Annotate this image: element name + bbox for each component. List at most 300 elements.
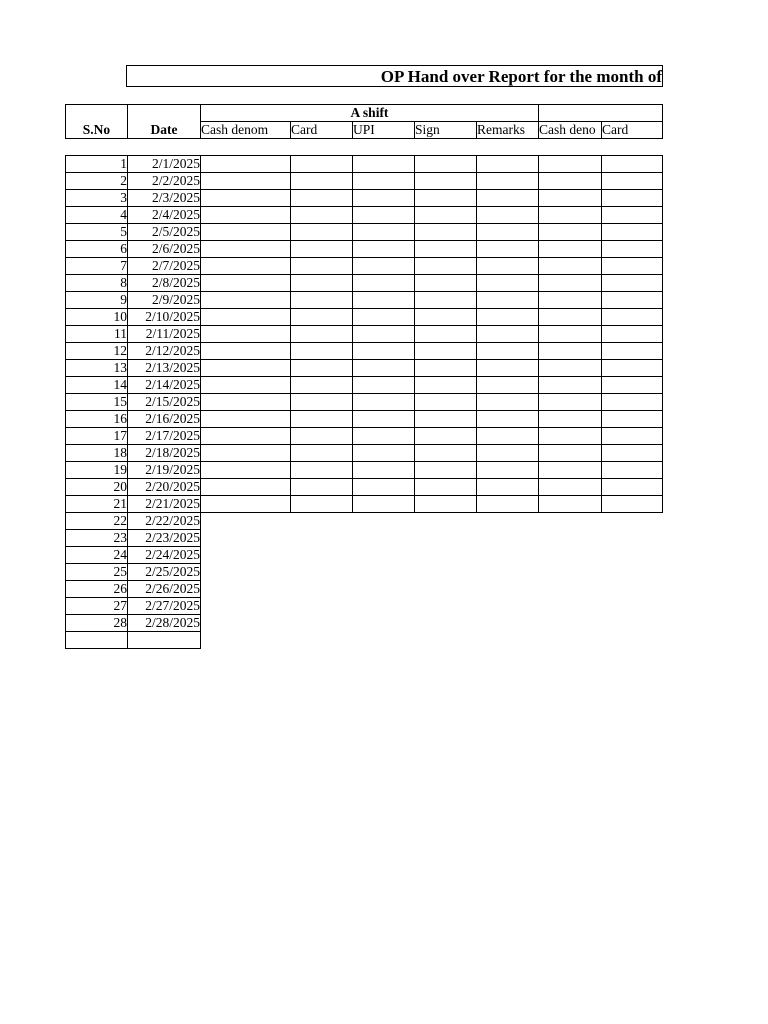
- entry-cell[interactable]: [201, 343, 291, 360]
- entry-cell[interactable]: [539, 224, 602, 241]
- entry-cell: [602, 564, 663, 581]
- entry-cell[interactable]: [201, 207, 291, 224]
- date-cell: 2/16/2025: [128, 411, 201, 428]
- header-row-2: [66, 122, 663, 139]
- entry-cell[interactable]: [201, 411, 291, 428]
- entry-cell[interactable]: [415, 173, 477, 190]
- entry-cell[interactable]: [539, 156, 602, 173]
- entry-cell[interactable]: [291, 411, 353, 428]
- table-row: [66, 241, 663, 258]
- column-header: Remarks: [477, 122, 539, 139]
- sno-cell: 16: [66, 411, 128, 428]
- sno-cell: 15: [66, 394, 128, 411]
- date-cell: 2/24/2025: [128, 547, 201, 564]
- entry-cell[interactable]: [415, 326, 477, 343]
- date-cell: 2/10/2025: [128, 309, 201, 326]
- entry-cell[interactable]: [291, 275, 353, 292]
- entry-cell[interactable]: [539, 275, 602, 292]
- entry-cell[interactable]: [602, 275, 663, 292]
- column-header: Cash denom: [201, 122, 291, 139]
- table-row: [66, 292, 663, 309]
- entry-cell: [353, 530, 415, 547]
- sno-cell: 1: [66, 156, 128, 173]
- table-row: [66, 411, 663, 428]
- entry-cell[interactable]: [201, 479, 291, 496]
- entry-cell: [291, 598, 353, 615]
- entry-cell[interactable]: [291, 292, 353, 309]
- entry-cell[interactable]: [353, 275, 415, 292]
- entry-cell[interactable]: [477, 445, 539, 462]
- table-body: [66, 105, 663, 649]
- column-header: Cash deno: [539, 122, 602, 139]
- entry-cell[interactable]: [353, 241, 415, 258]
- sno-cell: 24: [66, 547, 128, 564]
- entry-cell[interactable]: [353, 428, 415, 445]
- entry-cell[interactable]: [415, 156, 477, 173]
- entry-cell: [415, 547, 477, 564]
- date-cell: 2/28/2025: [128, 615, 201, 632]
- sno-cell: 11: [66, 326, 128, 343]
- handover-table: [65, 104, 663, 649]
- table-row: [66, 224, 663, 241]
- entry-cell[interactable]: [353, 309, 415, 326]
- entry-cell[interactable]: [539, 394, 602, 411]
- report-title-box: [126, 65, 663, 87]
- entry-cell: [602, 615, 663, 632]
- sno-cell: 17: [66, 428, 128, 445]
- table-row: [66, 462, 663, 479]
- entry-cell[interactable]: [201, 496, 291, 513]
- entry-cell: [201, 564, 291, 581]
- entry-cell[interactable]: [201, 309, 291, 326]
- table-row: [66, 156, 663, 173]
- sno-cell: 9: [66, 292, 128, 309]
- entry-cell[interactable]: [539, 207, 602, 224]
- date-cell: 2/8/2025: [128, 275, 201, 292]
- entry-cell[interactable]: [291, 445, 353, 462]
- entry-cell[interactable]: [201, 156, 291, 173]
- entry-cell: [477, 581, 539, 598]
- entry-cell[interactable]: [539, 360, 602, 377]
- entry-cell: [415, 615, 477, 632]
- entry-cell: [353, 615, 415, 632]
- entry-cell: [602, 547, 663, 564]
- entry-cell[interactable]: [539, 479, 602, 496]
- date-cell: 2/12/2025: [128, 343, 201, 360]
- entry-cell[interactable]: [602, 411, 663, 428]
- entry-cell[interactable]: [477, 394, 539, 411]
- entry-cell[interactable]: [415, 377, 477, 394]
- entry-cell[interactable]: [353, 496, 415, 513]
- entry-cell[interactable]: [353, 173, 415, 190]
- entry-cell[interactable]: [201, 360, 291, 377]
- entry-cell[interactable]: [477, 326, 539, 343]
- entry-cell: [477, 615, 539, 632]
- entry-cell: [602, 581, 663, 598]
- sno-cell: 8: [66, 275, 128, 292]
- entry-cell[interactable]: [477, 241, 539, 258]
- table-row: [66, 598, 663, 615]
- entry-cell: [477, 547, 539, 564]
- entry-cell[interactable]: [291, 496, 353, 513]
- entry-cell[interactable]: [539, 309, 602, 326]
- sno-cell: 19: [66, 462, 128, 479]
- a-shift-header: A shift: [201, 105, 539, 122]
- entry-cell[interactable]: [353, 394, 415, 411]
- entry-cell: [291, 513, 353, 530]
- entry-cell[interactable]: [353, 445, 415, 462]
- entry-cell[interactable]: [291, 258, 353, 275]
- sno-cell: 6: [66, 241, 128, 258]
- entry-cell: [201, 513, 291, 530]
- entry-cell[interactable]: [291, 479, 353, 496]
- date-cell: 2/23/2025: [128, 530, 201, 547]
- entry-cell[interactable]: [602, 258, 663, 275]
- date-cell: 2/18/2025: [128, 445, 201, 462]
- entry-cell[interactable]: [201, 377, 291, 394]
- entry-cell[interactable]: [477, 360, 539, 377]
- date-cell: 2/17/2025: [128, 428, 201, 445]
- entry-cell[interactable]: [201, 445, 291, 462]
- entry-cell[interactable]: [602, 241, 663, 258]
- entry-cell[interactable]: [477, 462, 539, 479]
- table-row: [66, 394, 663, 411]
- entry-cell[interactable]: [353, 224, 415, 241]
- table-row: [66, 173, 663, 190]
- entry-cell: [291, 547, 353, 564]
- empty-cell: [128, 632, 201, 649]
- entry-cell[interactable]: [602, 207, 663, 224]
- entry-cell: [201, 530, 291, 547]
- entry-cell[interactable]: [415, 309, 477, 326]
- entry-cell[interactable]: [602, 394, 663, 411]
- entry-cell[interactable]: [353, 207, 415, 224]
- entry-cell[interactable]: [539, 258, 602, 275]
- sno-cell: 25: [66, 564, 128, 581]
- entry-cell[interactable]: [477, 173, 539, 190]
- sno-cell: 3: [66, 190, 128, 207]
- date-cell: 2/13/2025: [128, 360, 201, 377]
- entry-cell: [415, 564, 477, 581]
- entry-cell: [539, 564, 602, 581]
- sno-cell: 2: [66, 173, 128, 190]
- date-cell: 2/15/2025: [128, 394, 201, 411]
- entry-cell[interactable]: [477, 292, 539, 309]
- entry-cell[interactable]: [602, 360, 663, 377]
- entry-cell: [201, 581, 291, 598]
- date-cell: 2/11/2025: [128, 326, 201, 343]
- entry-cell: [201, 598, 291, 615]
- entry-cell[interactable]: [539, 326, 602, 343]
- table-row: [66, 530, 663, 547]
- entry-cell[interactable]: [353, 462, 415, 479]
- entry-cell[interactable]: [291, 462, 353, 479]
- date-cell: 2/9/2025: [128, 292, 201, 309]
- entry-cell: [353, 564, 415, 581]
- entry-cell[interactable]: [353, 360, 415, 377]
- report-title: OP Hand over Report for the month of: [380, 67, 662, 86]
- entry-cell[interactable]: [291, 207, 353, 224]
- entry-cell[interactable]: [602, 428, 663, 445]
- entry-cell[interactable]: [353, 479, 415, 496]
- entry-cell: [539, 615, 602, 632]
- entry-cell[interactable]: [353, 292, 415, 309]
- entry-cell[interactable]: [415, 343, 477, 360]
- date-cell: 2/2/2025: [128, 173, 201, 190]
- entry-cell[interactable]: [602, 496, 663, 513]
- table-row: [66, 377, 663, 394]
- entry-cell[interactable]: [477, 496, 539, 513]
- sno-cell: 5: [66, 224, 128, 241]
- table-row-empty: [66, 632, 663, 649]
- entry-cell[interactable]: [353, 190, 415, 207]
- entry-cell: [291, 581, 353, 598]
- entry-cell: [291, 564, 353, 581]
- sno-cell: 18: [66, 445, 128, 462]
- entry-cell[interactable]: [291, 394, 353, 411]
- entry-cell: [415, 530, 477, 547]
- sno-cell: 28: [66, 615, 128, 632]
- entry-cell[interactable]: [415, 462, 477, 479]
- entry-cell: [291, 530, 353, 547]
- entry-cell[interactable]: [201, 462, 291, 479]
- entry-cell[interactable]: [477, 343, 539, 360]
- entry-cell[interactable]: [415, 258, 477, 275]
- date-cell: 2/1/2025: [128, 156, 201, 173]
- entry-cell[interactable]: [602, 292, 663, 309]
- entry-cell[interactable]: [415, 241, 477, 258]
- column-header: Card: [291, 122, 353, 139]
- date-header-top: [128, 105, 201, 122]
- entry-cell[interactable]: [539, 496, 602, 513]
- entry-cell: [477, 530, 539, 547]
- sno-cell: 7: [66, 258, 128, 275]
- date-cell: 2/22/2025: [128, 513, 201, 530]
- entry-cell[interactable]: [602, 377, 663, 394]
- entry-cell[interactable]: [477, 309, 539, 326]
- sno-cell: 21: [66, 496, 128, 513]
- entry-cell: [539, 581, 602, 598]
- table-row: [66, 326, 663, 343]
- table-row: [66, 513, 663, 530]
- entry-cell: [415, 581, 477, 598]
- date-header: Date: [128, 122, 201, 139]
- date-cell: 2/25/2025: [128, 564, 201, 581]
- entry-cell: [477, 564, 539, 581]
- table-row: [66, 564, 663, 581]
- entry-cell[interactable]: [291, 224, 353, 241]
- entry-cell[interactable]: [291, 173, 353, 190]
- entry-cell[interactable]: [291, 309, 353, 326]
- entry-cell[interactable]: [539, 377, 602, 394]
- entry-cell[interactable]: [602, 326, 663, 343]
- entry-cell[interactable]: [291, 326, 353, 343]
- entry-cell[interactable]: [477, 411, 539, 428]
- entry-cell[interactable]: [353, 411, 415, 428]
- entry-cell[interactable]: [291, 360, 353, 377]
- table-row: [66, 615, 663, 632]
- entry-cell[interactable]: [201, 326, 291, 343]
- entry-cell[interactable]: [201, 258, 291, 275]
- entry-cell[interactable]: [539, 411, 602, 428]
- date-cell: 2/26/2025: [128, 581, 201, 598]
- entry-cell: [415, 513, 477, 530]
- entry-cell[interactable]: [291, 428, 353, 445]
- entry-cell[interactable]: [353, 156, 415, 173]
- entry-cell[interactable]: [291, 241, 353, 258]
- entry-cell[interactable]: [477, 377, 539, 394]
- entry-cell[interactable]: [477, 479, 539, 496]
- entry-cell[interactable]: [602, 445, 663, 462]
- entry-cell[interactable]: [201, 173, 291, 190]
- entry-cell[interactable]: [415, 394, 477, 411]
- entry-cell: [477, 598, 539, 615]
- date-cell: 2/19/2025: [128, 462, 201, 479]
- sno-header: S.No: [66, 122, 128, 139]
- entry-cell[interactable]: [353, 343, 415, 360]
- column-header: UPI: [353, 122, 415, 139]
- column-header: Card: [602, 122, 663, 139]
- date-cell: 2/20/2025: [128, 479, 201, 496]
- entry-cell[interactable]: [201, 190, 291, 207]
- entry-cell[interactable]: [415, 224, 477, 241]
- entry-cell[interactable]: [201, 428, 291, 445]
- entry-cell[interactable]: [353, 258, 415, 275]
- table-row: [66, 207, 663, 224]
- table-row: [66, 581, 663, 598]
- entry-cell[interactable]: [602, 462, 663, 479]
- date-cell: 2/27/2025: [128, 598, 201, 615]
- entry-cell[interactable]: [415, 496, 477, 513]
- table-row: [66, 547, 663, 564]
- sno-cell: 13: [66, 360, 128, 377]
- entry-cell[interactable]: [415, 411, 477, 428]
- entry-cell[interactable]: [539, 173, 602, 190]
- blank-area: [539, 632, 602, 649]
- entry-cell: [353, 547, 415, 564]
- entry-cell[interactable]: [415, 207, 477, 224]
- entry-cell[interactable]: [201, 275, 291, 292]
- spacer-row: [66, 139, 663, 156]
- sno-cell: 14: [66, 377, 128, 394]
- entry-cell[interactable]: [539, 190, 602, 207]
- blank-area: [291, 632, 353, 649]
- entry-cell[interactable]: [415, 445, 477, 462]
- entry-cell[interactable]: [201, 292, 291, 309]
- sno-cell: 4: [66, 207, 128, 224]
- entry-cell[interactable]: [291, 343, 353, 360]
- entry-cell[interactable]: [291, 377, 353, 394]
- sno-cell: 10: [66, 309, 128, 326]
- entry-cell[interactable]: [477, 207, 539, 224]
- entry-cell[interactable]: [602, 309, 663, 326]
- entry-cell[interactable]: [201, 224, 291, 241]
- entry-cell[interactable]: [539, 445, 602, 462]
- blank-area: [201, 632, 291, 649]
- sno-cell: 22: [66, 513, 128, 530]
- blank-area: [353, 632, 415, 649]
- entry-cell[interactable]: [201, 241, 291, 258]
- entry-cell: [477, 513, 539, 530]
- entry-cell: [539, 530, 602, 547]
- entry-cell[interactable]: [602, 190, 663, 207]
- table-row: [66, 309, 663, 326]
- entry-cell[interactable]: [602, 156, 663, 173]
- table-row: [66, 275, 663, 292]
- entry-cell: [539, 547, 602, 564]
- entry-cell: [353, 598, 415, 615]
- entry-cell[interactable]: [602, 343, 663, 360]
- entry-cell[interactable]: [477, 275, 539, 292]
- date-cell: 2/14/2025: [128, 377, 201, 394]
- entry-cell[interactable]: [415, 428, 477, 445]
- entry-cell[interactable]: [477, 428, 539, 445]
- entry-cell: [539, 598, 602, 615]
- table-row: [66, 428, 663, 445]
- entry-cell[interactable]: [602, 173, 663, 190]
- entry-cell[interactable]: [291, 156, 353, 173]
- entry-cell[interactable]: [201, 394, 291, 411]
- entry-cell[interactable]: [353, 377, 415, 394]
- sno-header-top: [66, 105, 128, 122]
- entry-cell[interactable]: [415, 479, 477, 496]
- table-row: [66, 258, 663, 275]
- entry-cell: [602, 598, 663, 615]
- entry-cell[interactable]: [415, 275, 477, 292]
- entry-cell: [291, 615, 353, 632]
- entry-cell[interactable]: [415, 292, 477, 309]
- table-row: [66, 190, 663, 207]
- entry-cell: [201, 615, 291, 632]
- entry-cell[interactable]: [477, 190, 539, 207]
- date-cell: 2/21/2025: [128, 496, 201, 513]
- sno-cell: 26: [66, 581, 128, 598]
- entry-cell[interactable]: [539, 343, 602, 360]
- table-row: [66, 496, 663, 513]
- table-row: [66, 479, 663, 496]
- entry-cell[interactable]: [477, 156, 539, 173]
- header-row-1: [66, 105, 663, 122]
- entry-cell: [602, 513, 663, 530]
- column-header: Sign: [415, 122, 477, 139]
- b-shift-header: [539, 105, 663, 122]
- table-row: [66, 445, 663, 462]
- entry-cell: [602, 530, 663, 547]
- entry-cell[interactable]: [415, 360, 477, 377]
- entry-cell: [201, 547, 291, 564]
- entry-cell[interactable]: [477, 224, 539, 241]
- entry-cell[interactable]: [539, 292, 602, 309]
- table-row: [66, 343, 663, 360]
- table-row: [66, 360, 663, 377]
- date-cell: 2/3/2025: [128, 190, 201, 207]
- sno-cell: 20: [66, 479, 128, 496]
- empty-cell: [66, 632, 128, 649]
- entry-cell[interactable]: [602, 224, 663, 241]
- entry-cell: [539, 513, 602, 530]
- entry-cell[interactable]: [415, 190, 477, 207]
- blank-area: [415, 632, 477, 649]
- sno-cell: 12: [66, 343, 128, 360]
- entry-cell[interactable]: [477, 258, 539, 275]
- entry-cell[interactable]: [602, 479, 663, 496]
- entry-cell[interactable]: [539, 428, 602, 445]
- entry-cell[interactable]: [539, 462, 602, 479]
- entry-cell[interactable]: [539, 241, 602, 258]
- entry-cell[interactable]: [291, 190, 353, 207]
- entry-cell[interactable]: [353, 326, 415, 343]
- sno-cell: 23: [66, 530, 128, 547]
